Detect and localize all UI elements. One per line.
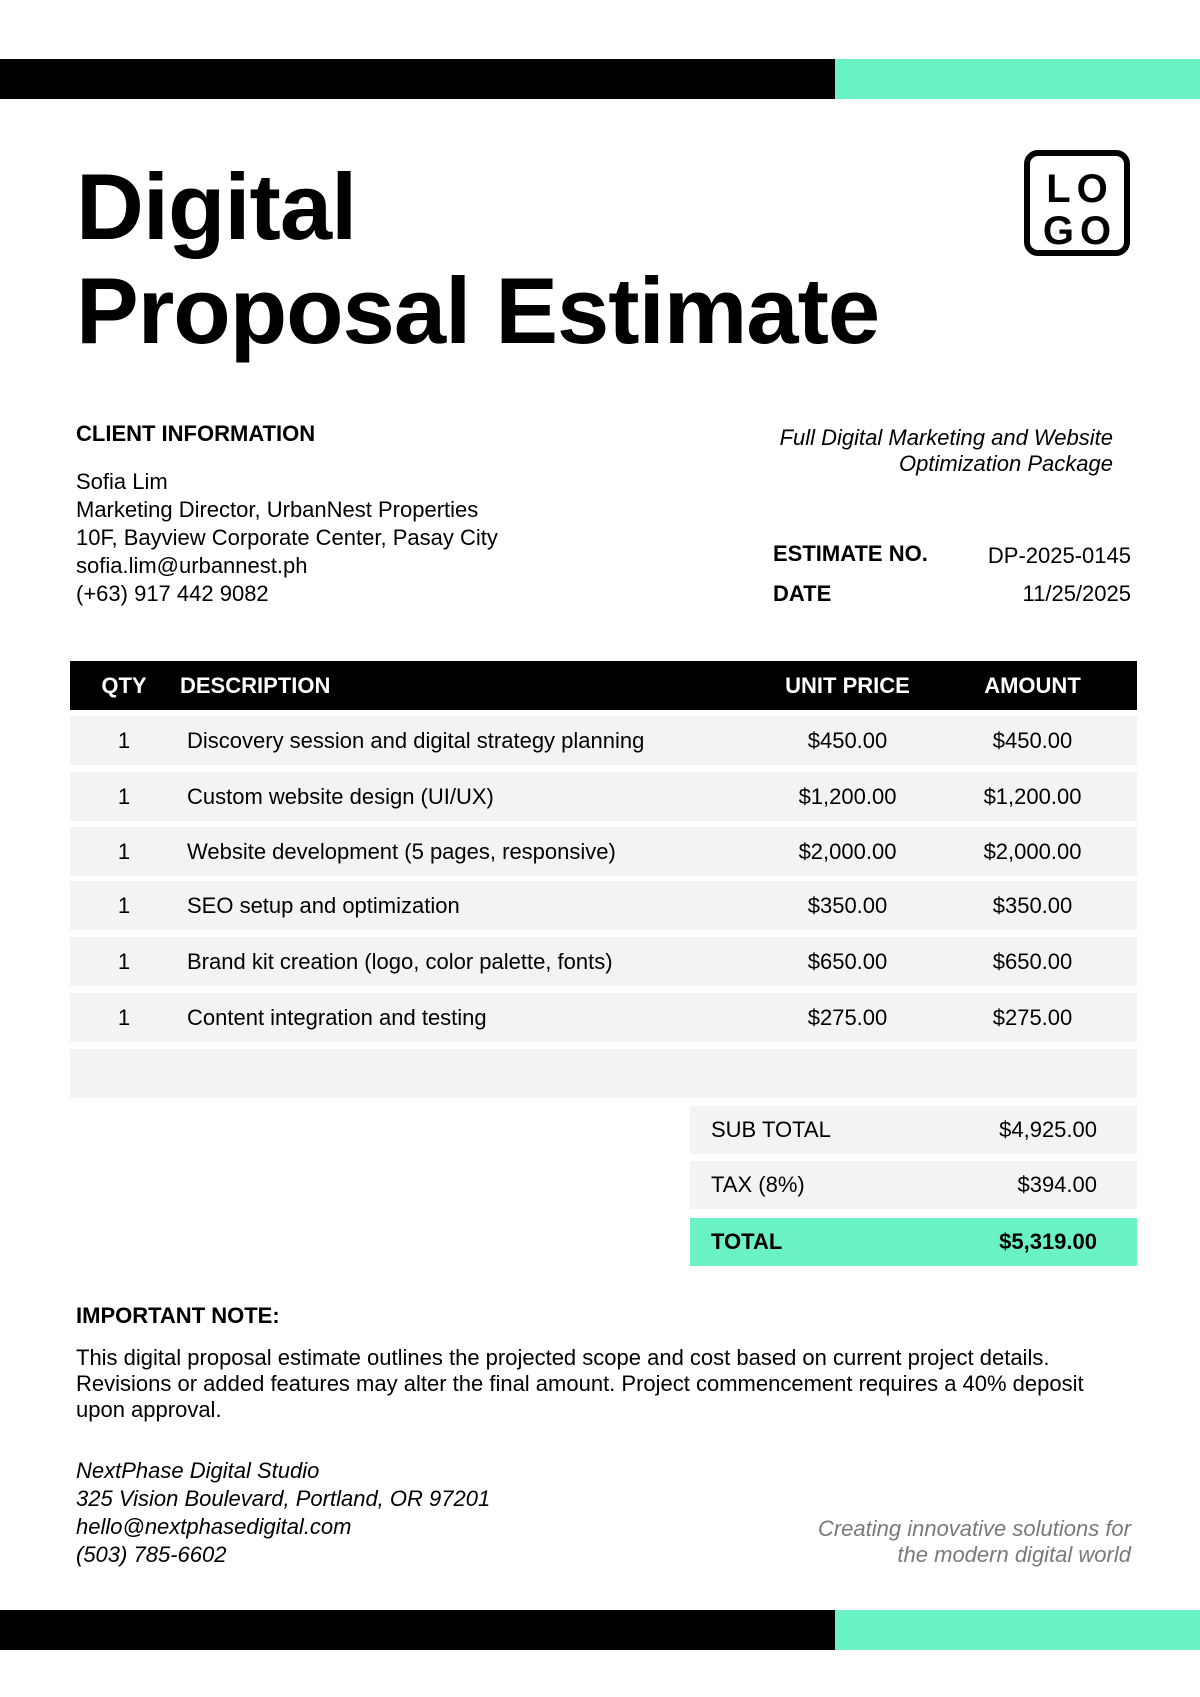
table-row (70, 772, 1137, 821)
tax-row (690, 1161, 1137, 1209)
total-row (690, 1218, 1137, 1266)
client-name: Sofia Lim (76, 469, 168, 494)
project-subtitle: Full Digital Marketing and Website Optimization Package (779, 425, 1113, 476)
row-unit-price: $450.00 (807, 728, 888, 753)
row-amount: $1,200.00 (983, 784, 1082, 809)
row-amount: $275.00 (992, 1005, 1073, 1030)
page-title-line-2: Proposal Estimate (76, 258, 880, 363)
table-row-empty (70, 1049, 1137, 1098)
company-email: hello@nextphasedigital.com (76, 1514, 352, 1539)
row-qty: 1 (117, 893, 131, 918)
top-bar-accent (835, 59, 1200, 99)
row-description: Custom website design (UI/UX) (187, 784, 494, 809)
table-row (70, 716, 1137, 765)
table-row (70, 827, 1137, 876)
bottom-bar-dark (0, 1610, 835, 1650)
row-amount: $350.00 (992, 893, 1073, 918)
subtotal-label: SUB TOTAL (711, 1117, 831, 1142)
logo (1024, 150, 1130, 256)
header-unit-price: UNIT PRICE (785, 673, 910, 698)
tax-label: TAX (8%) (711, 1172, 805, 1197)
total-label: TOTAL (711, 1229, 783, 1254)
page-title-line-1: Digital (76, 154, 357, 259)
tagline: Creating innovative solutions for the modern digital world (817, 1516, 1131, 1567)
table-row (70, 993, 1137, 1042)
company-phone: (503) 785-6602 (76, 1542, 227, 1567)
row-unit-price: $275.00 (807, 1005, 888, 1030)
logo-text: LO GO (1042, 167, 1118, 253)
header-description: DESCRIPTION (180, 673, 331, 698)
row-qty: 1 (117, 784, 131, 809)
row-description: Website development (5 pages, responsive) (187, 839, 616, 864)
date-value: 11/25/2025 (1022, 581, 1131, 606)
row-description: Discovery session and digital strategy planning (187, 728, 645, 753)
row-qty: 1 (117, 949, 131, 974)
client-email: sofia.lim@urbannest.ph (76, 553, 308, 578)
estimate-number-value: DP-2025-0145 (987, 543, 1131, 568)
items-table-header (70, 661, 1137, 710)
row-unit-price: $1,200.00 (798, 784, 897, 809)
client-role: Marketing Director, UrbanNest Properties (76, 497, 479, 522)
header-qty: QTY (101, 673, 147, 698)
note-body: This digital proposal estimate outlines the projected scope and cost based on current project details. Revisions or added features may alter the final amount. Project commencement requires a 40% deposit upon approval. (76, 1345, 1084, 1422)
row-unit-price: $650.00 (807, 949, 888, 974)
row-amount: $450.00 (992, 728, 1073, 753)
subtotal-value: $4,925.00 (999, 1117, 1097, 1142)
row-unit-price: $2,000.00 (798, 839, 897, 864)
client-phone: (+63) 917 442 9082 (76, 581, 269, 606)
top-bar-dark (0, 59, 835, 99)
total-value: $5,319.00 (999, 1229, 1097, 1254)
row-qty: 1 (117, 839, 131, 864)
row-unit-price: $350.00 (807, 893, 888, 918)
company-info-block (76, 1457, 490, 1569)
row-description: Brand kit creation (logo, color palette, fonts) (187, 949, 613, 974)
header-amount: AMOUNT (984, 673, 1081, 698)
row-qty: 1 (117, 1005, 131, 1030)
row-description: SEO setup and optimization (187, 893, 460, 918)
table-row (70, 937, 1137, 986)
client-info-block (76, 468, 498, 608)
row-description: Content integration and testing (187, 1005, 487, 1030)
subtotal-row (690, 1106, 1137, 1154)
tax-value: $394.00 (1017, 1172, 1097, 1197)
row-amount: $2,000.00 (983, 839, 1082, 864)
company-address: 325 Vision Boulevard, Portland, OR 97201 (76, 1486, 491, 1511)
estimate-number-label: ESTIMATE NO. (773, 541, 928, 566)
note-heading: IMPORTANT NOTE: (76, 1303, 280, 1328)
row-qty: 1 (117, 728, 131, 753)
table-row (70, 881, 1137, 930)
company-name: NextPhase Digital Studio (76, 1458, 320, 1483)
client-info-heading: CLIENT INFORMATION (76, 421, 316, 446)
date-label: DATE (773, 581, 832, 606)
row-amount: $650.00 (992, 949, 1073, 974)
client-address: 10F, Bayview Corporate Center, Pasay City (76, 525, 498, 550)
bottom-bar-accent (835, 1610, 1200, 1650)
